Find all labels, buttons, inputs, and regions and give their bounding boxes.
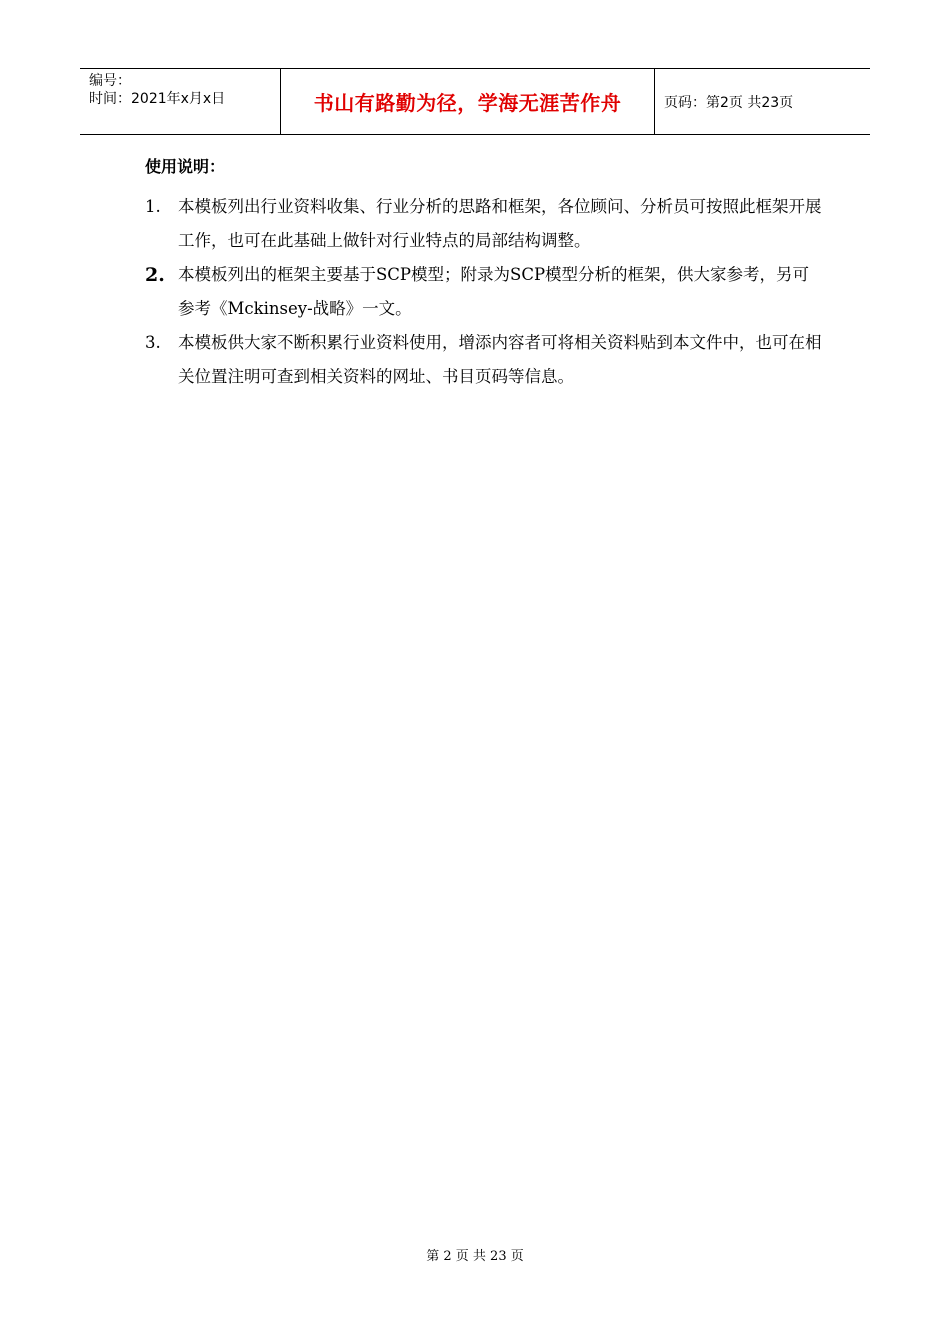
code-label: 编号： [89, 73, 131, 89]
instruction-item-1 [145, 190, 825, 258]
page-info: 页码：第2页 共23页 [664, 94, 794, 111]
instruction-item-3 [145, 326, 825, 394]
header-page-cell [655, 69, 870, 134]
item-number: 3. [145, 333, 161, 352]
item-number: 1. [145, 197, 161, 216]
instructions-section [145, 155, 825, 394]
item-text: 本模板列出的框架主要基于SCP模型；附录为SCP模型分析的框架，供大家参考，另可参考《Mckinsey-战略》一文。 [178, 265, 810, 318]
instructions-heading: 使用说明： [145, 157, 226, 176]
item-text: 本模板列出行业资料收集、行业分析的思路和框架，各位顾问、分析员可按照此框架开展工作，也可在此基础上做针对行业特点的局部结构调整。 [178, 197, 822, 250]
footer-page-number: 第 2 页 共 23 页 [426, 1249, 524, 1264]
header-meta [80, 69, 281, 134]
item-text: 本模板供大家不断积累行业资料使用，增添内容者可将相关资料贴到本文件中，也可在相关位置注明可查到相关资料的网址、书目页码等信息。 [178, 333, 822, 386]
page-header [80, 68, 870, 135]
item-number: 2. [145, 264, 165, 286]
page-footer [0, 1245, 950, 1264]
date-label: 时间：2021年x月x日 [89, 91, 226, 107]
header-motto-cell [281, 69, 655, 134]
motto-text: 书山有路勤为径，学海无涯苦作舟 [313, 91, 622, 115]
instruction-item-2 [145, 258, 825, 326]
